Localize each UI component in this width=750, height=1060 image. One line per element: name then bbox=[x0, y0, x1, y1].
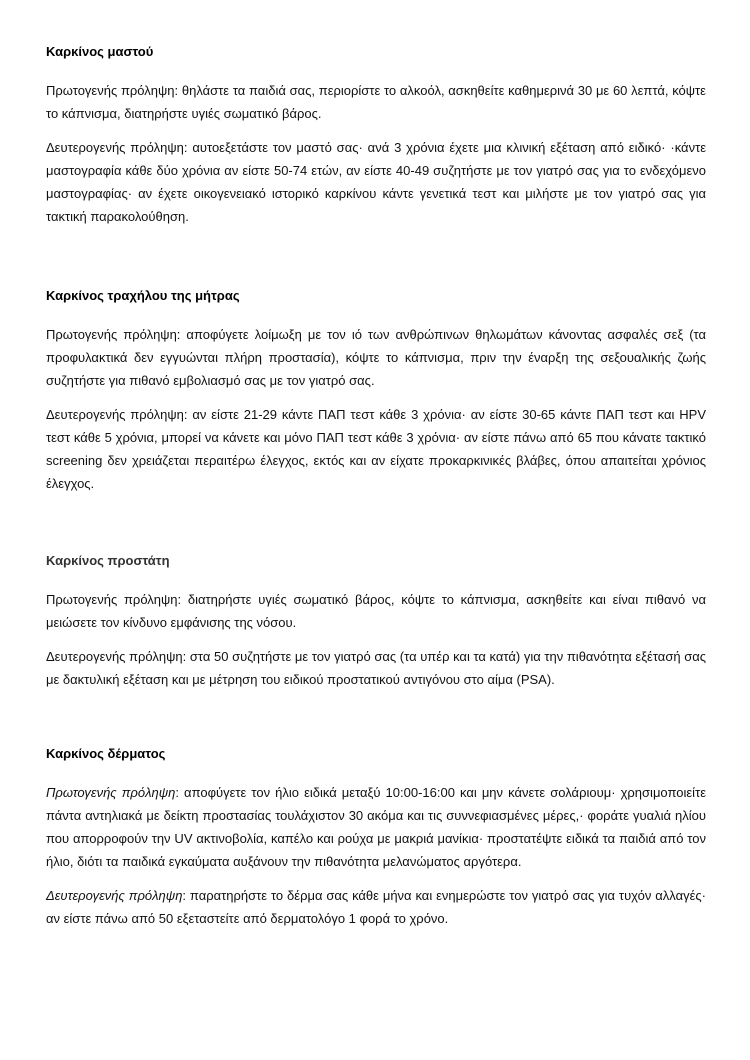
secondary-prevention-label: Δευτερογενής πρόληψη: bbox=[46, 649, 187, 664]
primary-prevention-paragraph bbox=[46, 781, 706, 873]
section-skin-cancer bbox=[46, 746, 706, 930]
primary-prevention-text: : αποφύγετε τον ήλιο ειδικά μεταξύ 10:00-16:00 και μην κάνετε σολάριουμ· χρησιμοποιείτε πάντα αντηλιακά με δείκτη προστασίας τουλάχιστον 30 ακόμα και τις συννεφιασμένες μέρες,· φοράτε γυαλιά ηλίου που απορροφούν την UV ακτινοβολία, καπέλο και ρούχα με μακριά μανίκια· προστατέψτε ειδικά τα παιδιά από τον ήλιο, διότι τα παιδικά εγκαύματα αυξάνουν την πιθανότητα μελανώματος αργότερα. bbox=[46, 785, 706, 869]
primary-prevention-paragraph bbox=[46, 323, 706, 392]
primary-prevention-label: Πρωτογενής πρόληψη: bbox=[46, 592, 182, 607]
secondary-prevention-text: : παρατηρήστε το δέρμα σας κάθε μήνα και ενημερώστε τον γιατρό σας για τυχόν αλλαγές· αν είστε πάνω από 50 εξεταστείτε από δερματολόγο 1 φορά το χρόνο. bbox=[46, 888, 706, 926]
primary-prevention-text: αποφύγετε λοίμωξη με τον ιό των ανθρώπινων θηλωμάτων κάνοντας ασφαλές σεξ (τα προφυλακτικά δεν εγγυώνται πλήρη προστασία), κόψτε το κάπνισμα, πριν την έναρξη της σεξουαλικής ζωής συζητήστε για πιθανό εμβολιασμό σας με τον γιατρό σας. bbox=[46, 327, 706, 388]
secondary-prevention-paragraph bbox=[46, 884, 706, 930]
secondary-prevention-text: αυτοεξετάστε τον μαστό σας· ανά 3 χρόνια έχετε μια κλινική εξέταση από ειδικό· ·κάντε μαστογραφία κάθε δύο χρόνια αν είστε 50-74 ετών, αν είστε 40-49 συζητήστε με τον γιατρό σας για το ενδεχόμενο μαστογραφίας· αν έχετε οικογενειακό ιστορικό καρκίνου κάντε γενετικά τεστ και μιλήστε με τον γιατρό σας για τακτική παρακολούθηση. bbox=[46, 140, 707, 224]
primary-prevention-label: Πρωτογενής πρόληψη: bbox=[46, 327, 181, 342]
section-breast-cancer bbox=[46, 44, 706, 228]
secondary-prevention-label: Δευτερογενής πρόληψη: bbox=[46, 407, 188, 422]
primary-prevention-paragraph bbox=[46, 79, 706, 125]
section-prostate-cancer bbox=[46, 553, 706, 691]
secondary-prevention-paragraph bbox=[46, 645, 706, 691]
section-cervical-cancer bbox=[46, 288, 706, 495]
secondary-prevention-text: στα 50 συζητήστε με τον γιατρό σας (τα υπέρ και τα κατά) για την πιθανότητα εξέτασή σας με δακτυλική εξέταση και με μέτρηση του ειδικού προστατικού αντιγόνου στο αίμα (PSA). bbox=[46, 649, 706, 687]
secondary-prevention-text: αν είστε 21-29 κάντε ΠΑΠ τεστ κάθε 3 χρόνια· αν είστε 30-65 κάντε ΠΑΠ τεστ και HPV τεστ κάθε 5 χρόνια, μπορεί να κάνετε και μόνο ΠΑΠ τεστ κάθε 3 χρόνια· αν είστε πάνω από 65 που κάνατε τακτικό screening δεν χρειάζεται περαιτέρω έλεγχος, εκτός και αν είχατε προκαρκινικές βλάβες, όπου απαιτείται χρόνιος έλεγχος. bbox=[46, 407, 707, 491]
secondary-prevention-label: Δευτερογενής πρόληψη: bbox=[46, 140, 188, 155]
section-title: Καρκίνος τραχήλου της μήτρας bbox=[46, 288, 240, 303]
primary-prevention-text: διατηρήστε υγιές σωματικό βάρος, κόψτε το κάπνισμα, ασκηθείτε και είναι πιθανό να μειώσετε τον κίνδυνο εμφάνισης της νόσου. bbox=[46, 592, 706, 630]
secondary-prevention-paragraph bbox=[46, 403, 706, 495]
secondary-prevention-paragraph bbox=[46, 136, 706, 228]
primary-prevention-paragraph bbox=[46, 588, 706, 634]
section-title: Καρκίνος μαστού bbox=[46, 44, 154, 59]
primary-prevention-label: Πρωτογενής πρόληψη bbox=[46, 785, 176, 800]
secondary-prevention-label: Δευτερογενής πρόληψη bbox=[46, 888, 183, 903]
primary-prevention-text: θηλάστε τα παιδιά σας, περιορίστε το αλκοόλ, ασκηθείτε καθημερινά 30 με 60 λεπτά, κόψτε το κάπνισμα, διατηρήστε υγιές σωματικό βάρος. bbox=[46, 83, 706, 121]
section-title: Καρκίνος προστάτη bbox=[46, 553, 170, 568]
primary-prevention-label: Πρωτογενής πρόληψη: bbox=[46, 83, 179, 98]
section-title: Καρκίνος δέρματος bbox=[46, 746, 166, 761]
